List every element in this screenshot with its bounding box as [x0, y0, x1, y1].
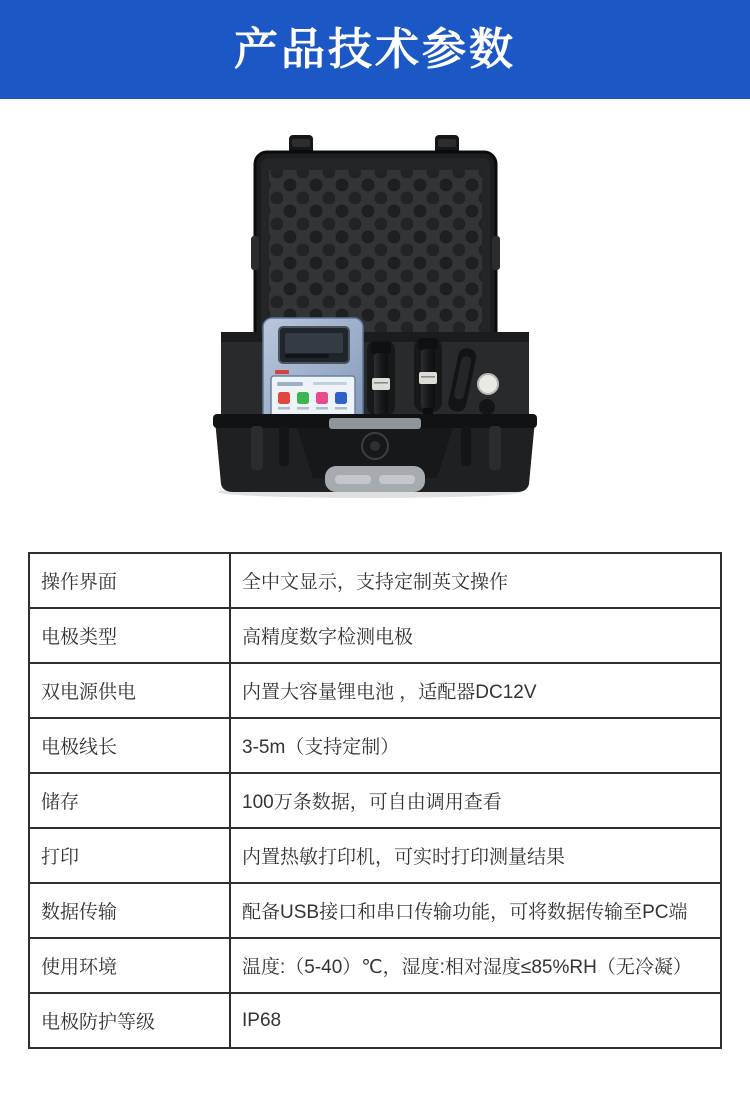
spec-row	[29, 553, 721, 608]
page-title: 产品技术参数	[234, 24, 516, 74]
case-handle	[325, 466, 425, 492]
lid-side-tab-left	[251, 236, 259, 270]
spec-row	[29, 663, 721, 718]
foam-hole-1	[479, 399, 495, 415]
spec-value: 内置热敏打印机，可实时打印测量结果	[230, 828, 721, 883]
spec-value: 内置大容量锂电池 ，适配器DC12V	[230, 663, 721, 718]
spec-value: 配备USB接口和串口传输功能，可将数据传输至PC端	[230, 883, 721, 938]
product-photo	[205, 126, 545, 498]
spec-row	[29, 993, 721, 1048]
spec-row	[29, 608, 721, 663]
spec-row	[29, 773, 721, 828]
case-base	[213, 414, 537, 492]
probe-label-band-1	[372, 378, 390, 390]
spec-value: 3-5m（支持定制）	[230, 718, 721, 773]
meter-brand-mark	[275, 370, 289, 374]
spec-value: 高精度数字检测电极	[230, 608, 721, 663]
accessory-cap	[478, 374, 498, 394]
spec-label: 操作界面	[29, 553, 230, 608]
case-photo-illustration	[205, 126, 545, 498]
spec-label: 电极类型	[29, 608, 230, 663]
meter-app-icon-pink	[316, 392, 328, 404]
spec-value: 全中文显示，支持定制英文操作	[230, 553, 721, 608]
spec-row	[29, 828, 721, 883]
spec-label: 双电源供电	[29, 663, 230, 718]
spec-label: 电极线长	[29, 718, 230, 773]
spec-value: 100万条数据，可自由调用查看	[230, 773, 721, 828]
spec-value: IP68	[230, 993, 721, 1048]
spec-label: 储存	[29, 773, 230, 828]
spec-label: 数据传输	[29, 883, 230, 938]
spec-value: 温度:（5-40）℃，湿度:相对湿度≤85%RH（无冷凝）	[230, 938, 721, 993]
spec-row	[29, 938, 721, 993]
probe-label-band-2	[419, 372, 437, 384]
spec-row	[29, 883, 721, 938]
base-latch-plate	[329, 418, 421, 429]
meter-app-icon-blue	[335, 392, 347, 404]
spec-table	[28, 552, 722, 1049]
spec-table-body	[29, 553, 721, 1048]
meter-app-icon-green	[297, 392, 309, 404]
spec-label: 打印	[29, 828, 230, 883]
lid-side-tab-right	[492, 236, 500, 270]
spec-row	[29, 718, 721, 773]
spec-label: 使用环境	[29, 938, 230, 993]
spec-label: 电极防护等级	[29, 993, 230, 1048]
meter-app-icon-red	[278, 392, 290, 404]
section-header-banner	[0, 0, 750, 99]
